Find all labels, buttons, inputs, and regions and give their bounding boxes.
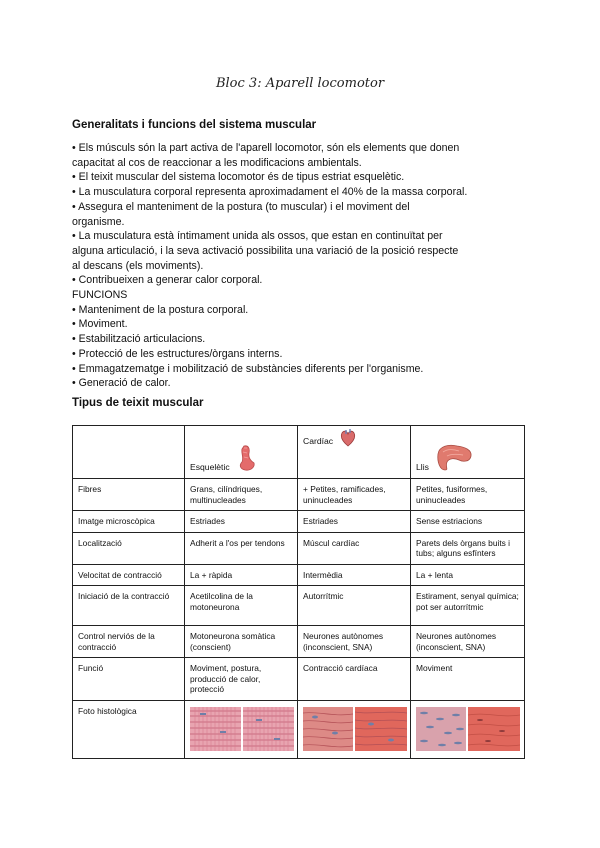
text-line: • Estabilització articulacions. (72, 333, 206, 346)
table-corner-cell (73, 426, 185, 479)
table-row (73, 658, 525, 701)
cardiac-histology-image (303, 707, 407, 751)
photo-cell-skeletal (185, 700, 298, 759)
text-line: • Contribueixen a generar calor corporal. (72, 274, 263, 287)
text-line: • Moviment. (72, 318, 128, 331)
muscle-table (72, 425, 525, 759)
table-cell: La + lenta (411, 564, 525, 586)
table-header-row (73, 426, 525, 479)
section-heading-tissue-types: Tipus de teixit muscular (72, 397, 204, 409)
table-cell: Parets dels òrgans buits i tubs; alguns esfínters (411, 532, 525, 564)
text-line: • Generació de calor. (72, 377, 171, 390)
page-title: Bloc 3: Aparell locomotor (215, 76, 385, 91)
text-line: organisme. (72, 215, 125, 228)
heart-icon (339, 428, 357, 448)
table-row (73, 511, 525, 533)
intestine-icon (435, 442, 475, 472)
table-row-photo (73, 700, 525, 759)
table-cell: Acetilcolina de la motoneurona (185, 586, 298, 626)
text-line: • Assegura el manteniment de la postura (to muscular) i el moviment del (72, 200, 410, 213)
section-heading-general: Generalitats i funcions del sistema muscular (72, 119, 317, 131)
table-cell: Neurones autònomes (inconscient, SNA) (411, 626, 525, 658)
smooth-histology-image (416, 707, 520, 751)
column-header-skeletal (185, 426, 298, 479)
table-cell: Autorrítmic (298, 586, 411, 626)
row-label: Velocitat de contracció (73, 564, 185, 586)
general-text (72, 141, 492, 391)
table-cell: Grans, cilíndriques, multinucleades (185, 479, 298, 511)
table-cell: Estirament, senyal química; pot ser autorrítmic (411, 586, 525, 626)
text-line: • Protecció de les estructures/òrgans interns. (72, 347, 283, 360)
row-label: Control nerviós de la contracció (73, 626, 185, 658)
text-line: • Emmagatzematge i mobilització de substàncies diferents per l'organisme. (72, 362, 424, 375)
column-label-cardiac: Cardíac (303, 436, 334, 446)
text-line: capacitat al cos de reaccionar a les modificacions ambientals. (72, 156, 362, 169)
table-row (73, 479, 525, 511)
photo-cell-cardiac (298, 700, 411, 759)
text-line: • La musculatura està íntimament unida als ossos, que estan en continuïtat per (72, 230, 443, 243)
table-cell: Contracció cardíaca (298, 658, 411, 701)
column-header-cardiac (298, 426, 411, 479)
table-cell: + Petites, ramificades, uninucleades (298, 479, 411, 511)
table-cell: Petites, fusiformes, uninucleades (411, 479, 525, 511)
text-line: • Els músculs són la part activa de l'aparell locomotor, són els elements que donen (72, 142, 460, 154)
text-line: • La musculatura corporal representa aproximadament el 40% de la massa corporal. (72, 186, 468, 199)
table-cell: Adherit a l'os per tendons (185, 532, 298, 564)
table-cell: Múscul cardíac (298, 532, 411, 564)
row-label: Fibres (73, 479, 185, 511)
text-line: alguna articulació, i la seva activació possibilita una variació de la posició respecte (72, 244, 459, 257)
table-cell: La + ràpida (185, 564, 298, 586)
text-line: FUNCIONS (72, 289, 128, 302)
table-cell: Estriades (298, 511, 411, 533)
table-cell: Sense estriacions (411, 511, 525, 533)
text-line: • Manteniment de la postura corporal. (72, 303, 249, 316)
table-cell: Moviment, postura, producció de calor, protecció (185, 658, 298, 701)
column-label-smooth: Llis (416, 461, 429, 472)
row-label: Localització (73, 532, 185, 564)
table-row (73, 626, 525, 658)
column-header-smooth (411, 426, 525, 479)
table-cell: Neurones autònomes (inconscient, SNA) (298, 626, 411, 658)
skeletal-histology-image (190, 707, 294, 751)
table-cell: Intermèdia (298, 564, 411, 586)
column-label-skeletal: Esquelètic (190, 461, 230, 472)
row-label: Funció (73, 658, 185, 701)
text-line: al descans (els moviments). (72, 259, 204, 272)
table-cell: Moviment (411, 658, 525, 701)
skeletal-muscle-icon (236, 444, 256, 472)
table-row (73, 564, 525, 586)
photo-cell-smooth (411, 700, 525, 759)
row-label: Iniciació de la contracció (73, 586, 185, 626)
table-row (73, 586, 525, 626)
table-row (73, 532, 525, 564)
table-cell: Estriades (185, 511, 298, 533)
text-line: • El teixit muscular del sistema locomotor és de tipus estriat esquelètic. (72, 171, 405, 184)
row-label: Imatge microscòpica (73, 511, 185, 533)
row-label-photo: Foto histològica (73, 700, 185, 759)
table-cell: Motoneurona somàtica (conscient) (185, 626, 298, 658)
